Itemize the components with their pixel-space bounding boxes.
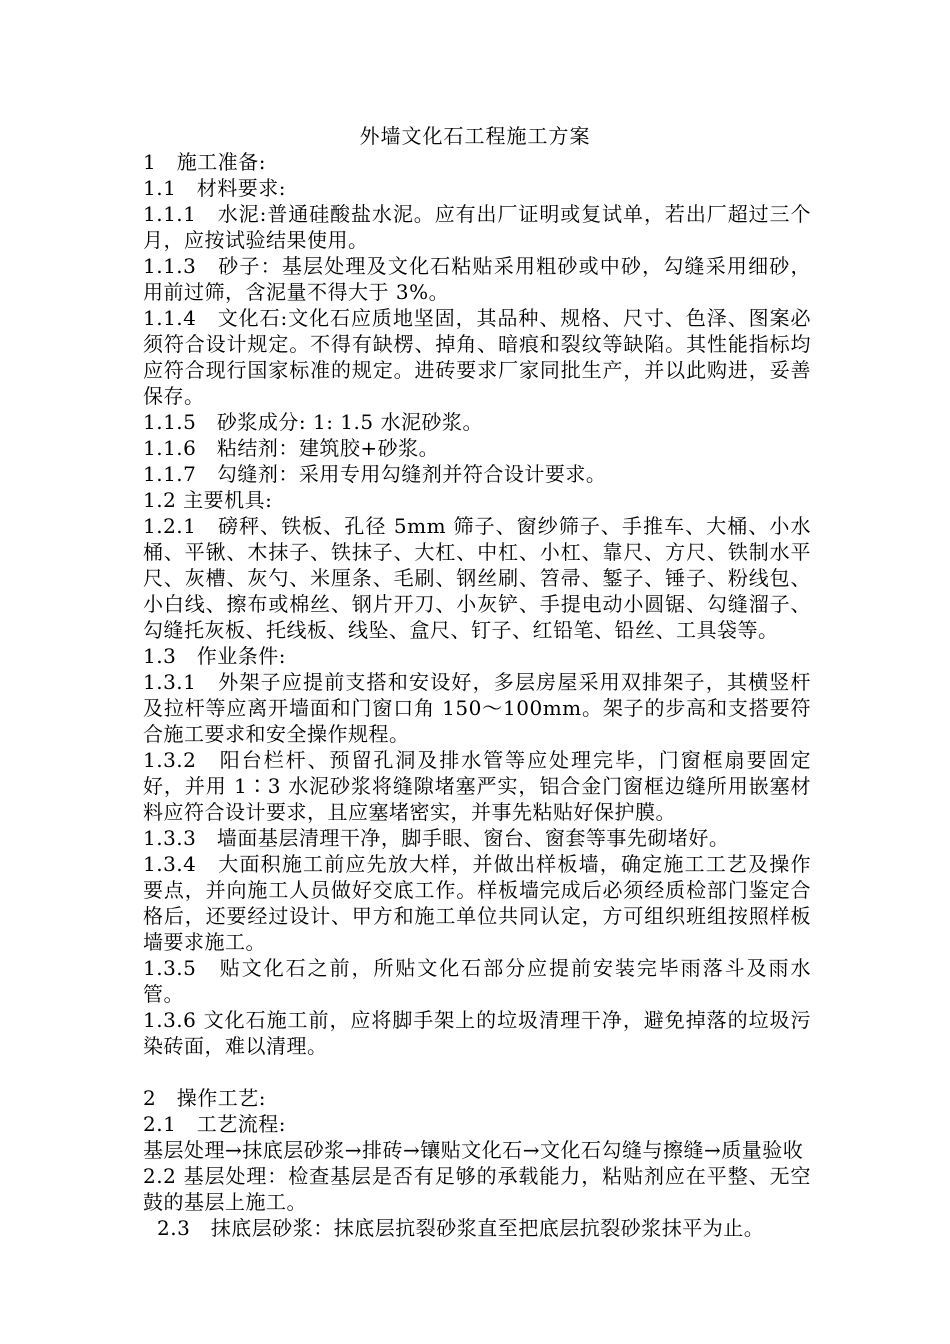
paragraph: 2.3 抹底层砂浆：抹底层抗裂砂浆直至把底层抗裂砂浆抹平为止。	[157, 1216, 765, 1240]
paragraph: 2 操作工艺:	[143, 1086, 266, 1110]
paragraph: 1 施工准备:	[143, 150, 266, 174]
paragraph: 1.1.7 勾缝剂：采用专用勾缝剂并符合设计要求。	[143, 462, 607, 486]
paragraph: 基层处理→抹底层砂浆→排砖→镶贴文化石→文化石勾缝与擦缝→质量验收	[143, 1138, 804, 1162]
paragraph: 1.3.2 阳台栏杆、预留孔洞及排水管等应处理完毕，门窗框扇要固定好，并用 1∶3 水泥砂浆将缝隙堵塞严实，铝合金门窗框边缝所用嵌塞材料应符合设计要求，且应塞堵密实，并事先粘贴好保护膜。	[143, 748, 811, 824]
blank-line	[143, 1059, 811, 1085]
paragraph: 1.2.1 磅秤、铁板、孔径 5mm 筛子、窗纱筛子、手推车、大桶、小水桶、平锹、木抹子、铁抹子、大杠、中杠、小杠、靠尺、方尺、铁制水平尺、灰槽、灰勺、米厘条、毛刷、钢丝刷、笤帚、錾子、锤子、粉线包、小白线、擦布或棉丝、钢片开刀、小灰铲、手提电动小圆锯、勾缝溜子、勾缝托灰板、托线板、线坠、盒尺、钉子、红铅笔、铅丝、工具袋等。	[143, 514, 811, 642]
paragraph: 1.1.4 文化石:文化石应质地坚固，其品种、规格、尺寸、色泽、图案必须符合设计规定。不得有缺楞、掉角、暗痕和裂纹等缺陷。其性能指标均应符合现行国家标准的规定。进砖要求厂家同批生产，并以此购进，妥善保存。	[143, 306, 811, 408]
paragraph: 1.3 作业条件:	[143, 644, 287, 668]
paragraph: 1.1.6 粘结剂：建筑胶+砂浆。	[143, 436, 440, 460]
document-body	[143, 149, 811, 1241]
paragraph: 1.3.4 大面积施工前应先放大样，并做出样板墙，确定施工工艺及操作要点，并向施工人员做好交底工作。样板墙完成后必须经质检部门鉴定合格后，还要经过设计、甲方和施工单位共同认定，方可组织班组按照样板墙要求施工。	[143, 852, 811, 954]
paragraph: 1.1.1 水泥:普通硅酸盐水泥。应有出厂证明或复试单，若出厂超过三个月，应按试验结果使用。	[143, 202, 811, 252]
paragraph: 2.2 基层处理：检查基层是否有足够的承载能力，粘贴剂应在平整、无空鼓的基层上施工。	[143, 1164, 811, 1214]
paragraph: 2.1 工艺流程:	[143, 1112, 287, 1136]
paragraph: 1.1.3 砂子：基层处理及文化石粘贴采用粗砂或中砂，勾缝采用细砂，用前过筛，含泥量不得大于 3%。	[143, 254, 811, 304]
paragraph: 1.2 主要机具:	[143, 488, 273, 512]
paragraph: 1.1 材料要求:	[143, 176, 287, 200]
document-title: 外墙文化石工程施工方案	[359, 124, 591, 148]
paragraph: 1.1.5 砂浆成分: 1: 1.5 水泥砂浆。	[143, 410, 483, 434]
paragraph: 1.3.3 墙面基层清理干净，脚手眼、窗台、窗套等事先砌堵好。	[143, 826, 730, 850]
paragraph: 1.3.6 文化石施工前，应将脚手架上的垃圾清理干净，避免掉落的垃圾污染砖面，难以清理。	[143, 1008, 811, 1058]
paragraph: 1.3.1 外架子应提前支搭和安设好，多层房屋采用双排架子，其横竖杆及拉杆等应离开墙面和门窗口角 150～100mm。架子的步高和支搭要符合施工要求和安全操作规程。	[143, 670, 811, 746]
paragraph: 1.3.5 贴文化石之前，所贴文化石部分应提前安装完毕雨落斗及雨水管。	[143, 956, 811, 1006]
